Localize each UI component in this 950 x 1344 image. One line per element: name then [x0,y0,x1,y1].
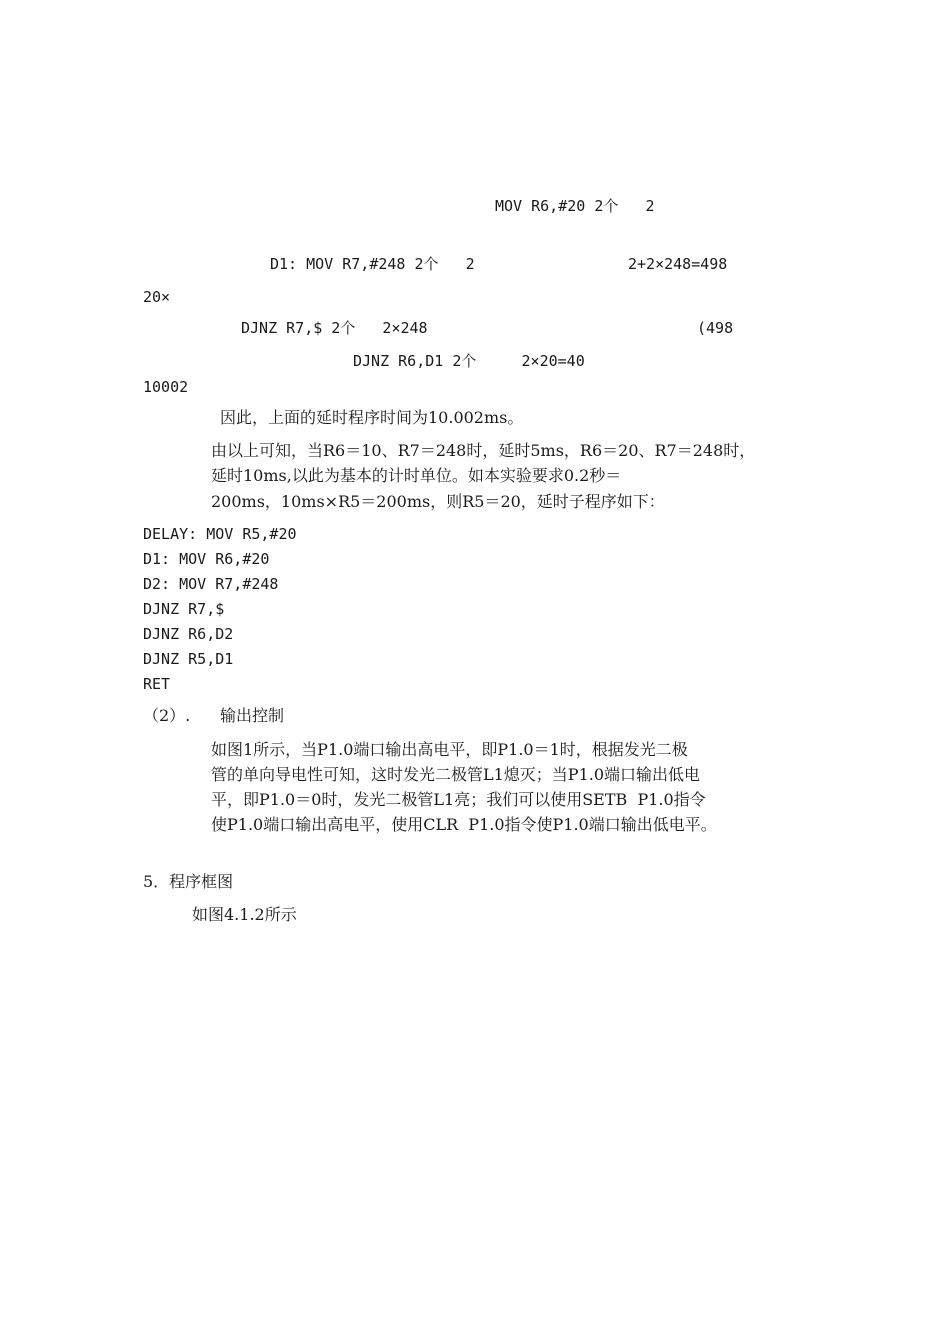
code-line: RET [143,675,171,693]
explain-line: 延时10ms,以此为基本的计时单位。如本实验要求0.2秒＝ [211,466,622,485]
section2-paragraph-line: 管的单向导电性可知，这时发光二极管L1熄灭；当P1.0端口输出低电 [211,765,701,784]
section2-paragraph-line: 平，即P1.0＝0时，发光二极管L1亮；我们可以使用SETB P1.0指令 [211,790,706,809]
section2-paragraph-line: 如图1所示，当P1.0端口输出高电平，即P1.0＝1时，根据发光二极 [211,740,688,759]
timing-djnz-r7: DJNZ R7,$ 2个 2×248 [241,319,428,337]
section2-paragraph-line: 使P1.0端口输出高电平，使用CLR P1.0指令使P1.0端口输出低电平。 [211,815,717,834]
explain-line: 由以上可知，当R6＝10、R7＝248时，延时5ms，R6＝20、R7＝248时， [211,441,756,460]
timing-djnz-r6: DJNZ R6,D1 2个 2×20=40 [353,352,585,370]
code-line: DELAY: MOV R5,#20 [143,525,297,543]
explain-line: 200ms，10ms×R5＝200ms，则R5＝20，延时子程序如下： [211,492,665,511]
timing-d1-calc: 2+2×248=498 [628,255,728,273]
code-line: DJNZ R5,D1 [143,650,234,668]
code-line: DJNZ R6,D2 [143,625,234,643]
section2-number: （2）. [143,706,191,725]
code-line: D2: MOV R7,#248 [143,575,279,593]
section5-text: 如图4.1.2所示 [192,905,297,924]
timing-mult-20: 20× [143,288,171,306]
section5-heading: 5．程序框图 [143,872,234,891]
timing-total: 10002 [143,378,189,396]
conclusion-text: 因此，上面的延时程序时间为10.002ms。 [220,408,524,427]
code-line: D1: MOV R6,#20 [143,550,270,568]
timing-d1-line: D1: MOV R7,#248 2个 2 [270,255,475,273]
timing-mov-r6: MOV R6,#20 2个 2 [495,197,655,215]
code-line: DJNZ R7,$ [143,600,225,618]
timing-paren-498: (498 [697,319,734,337]
section2-title: 输出控制 [220,706,285,725]
